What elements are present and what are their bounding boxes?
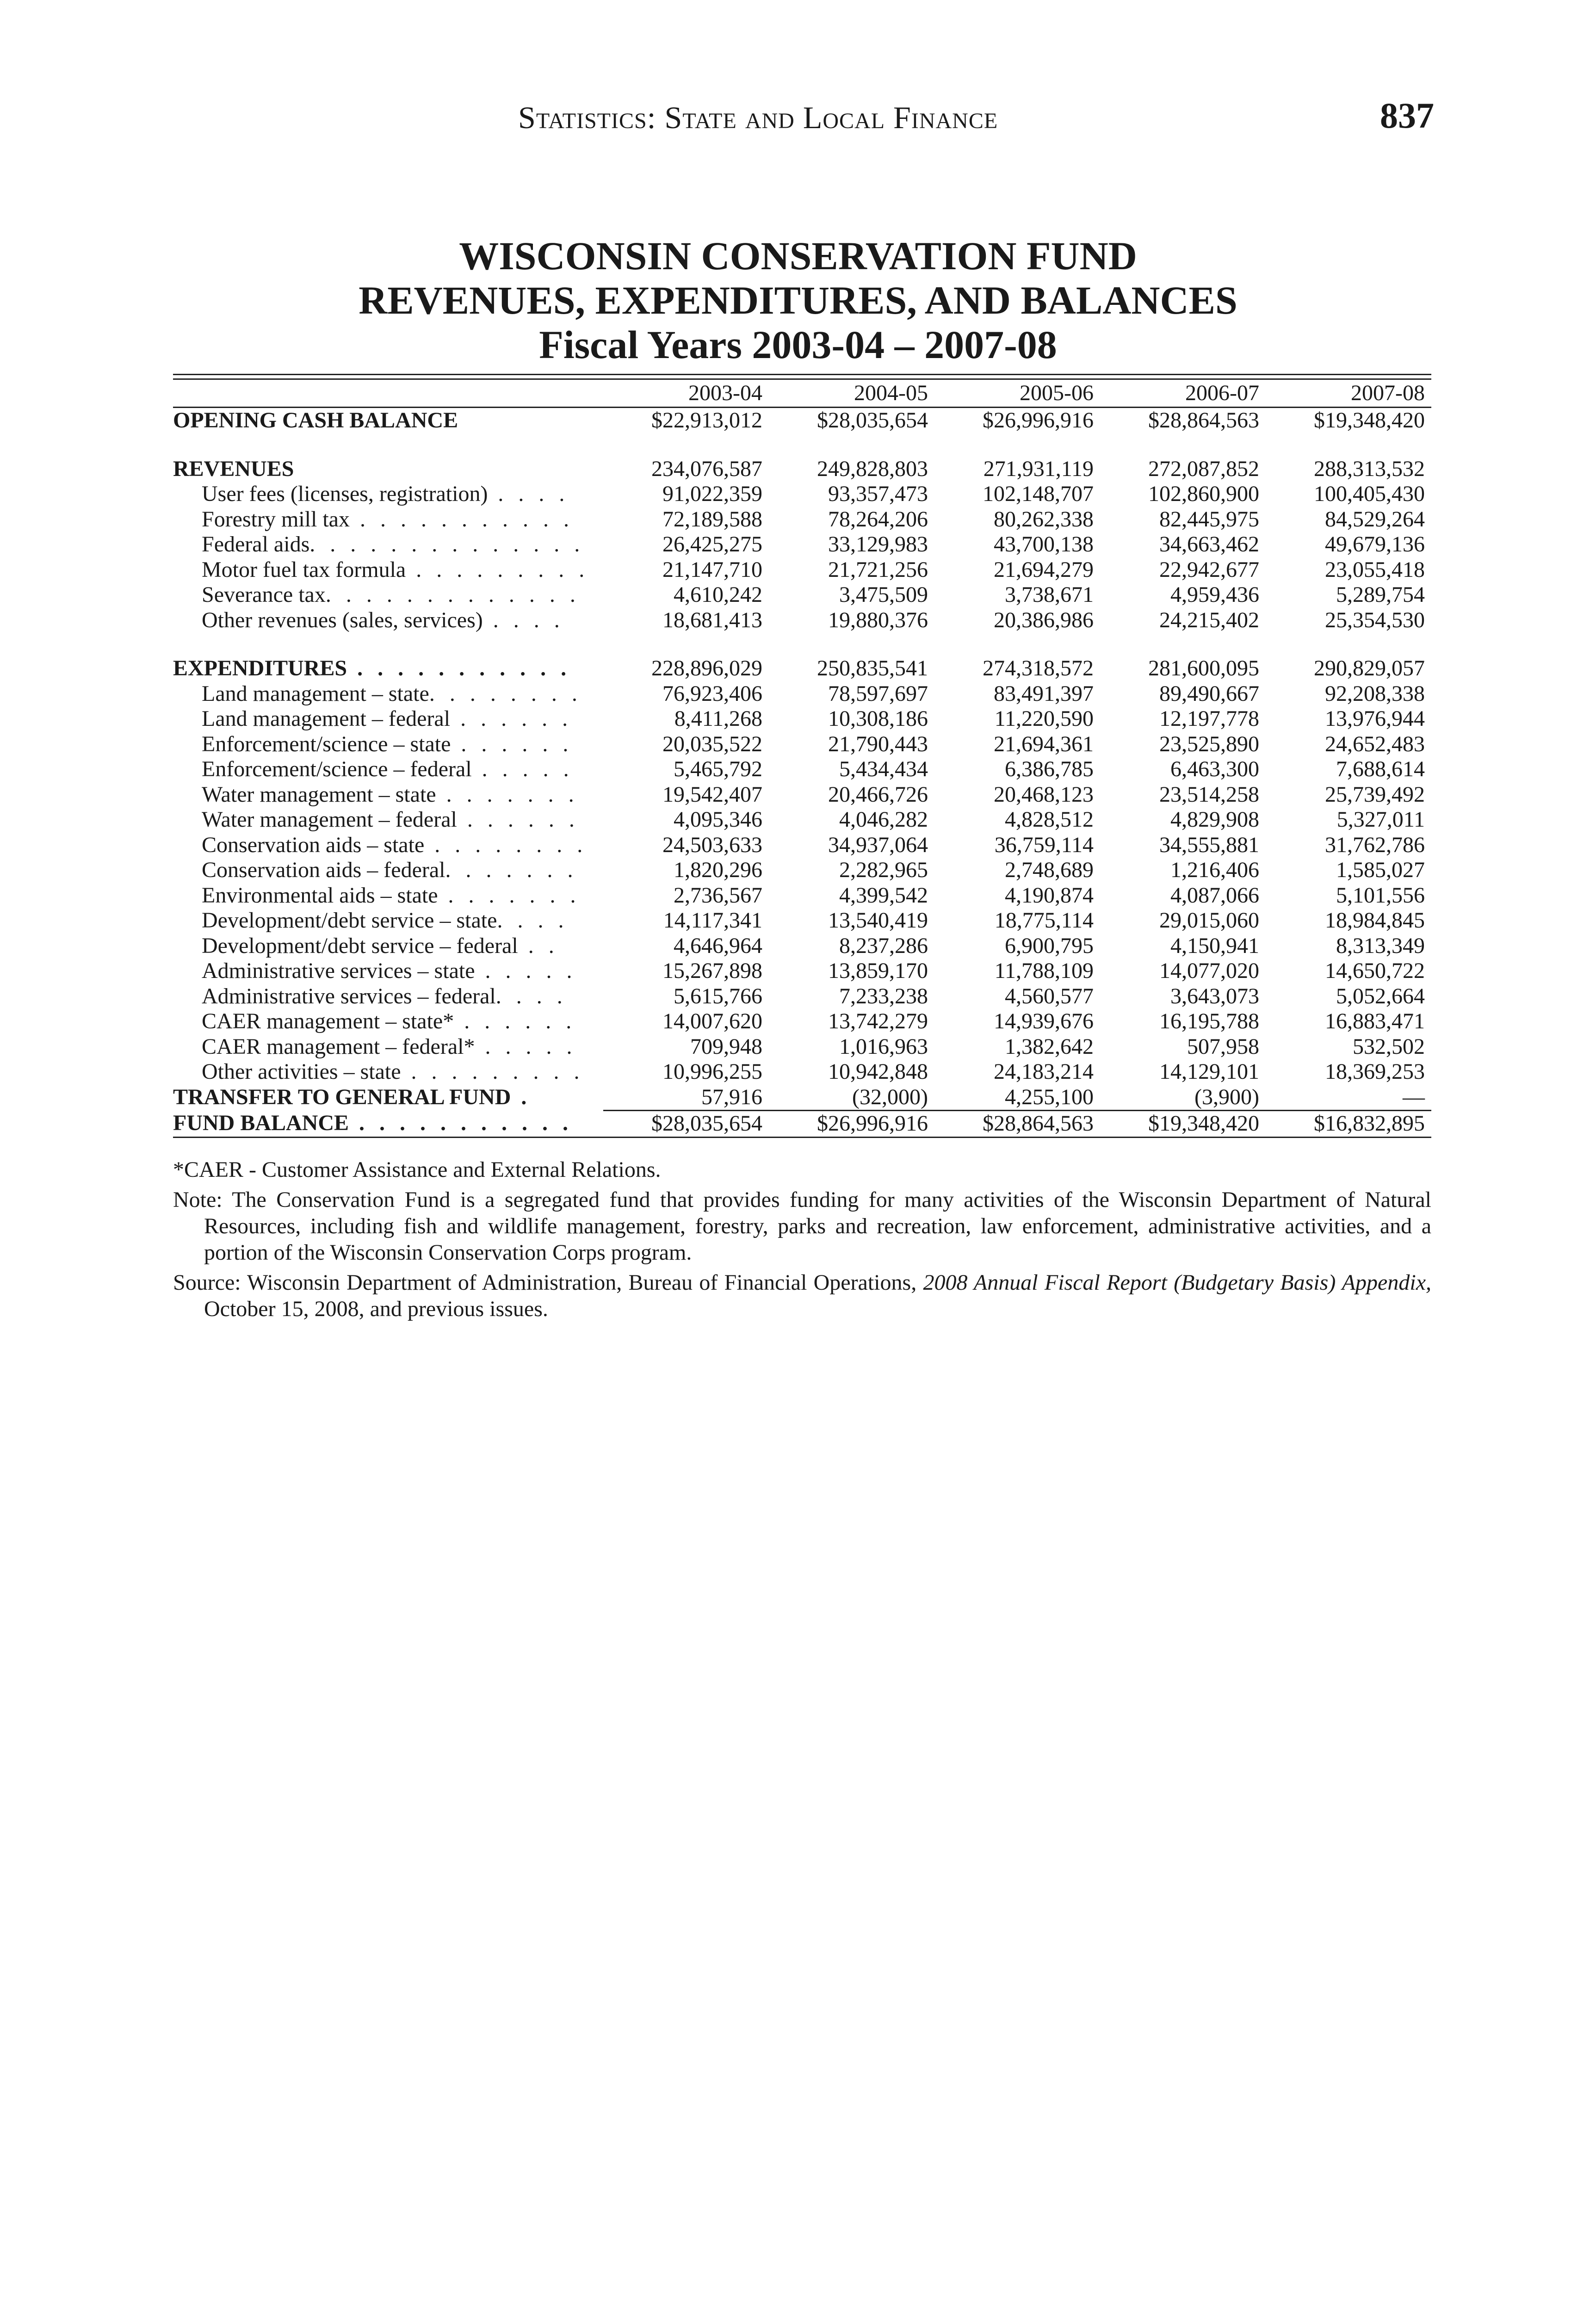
table-cell: 24,652,483 — [1325, 731, 1425, 756]
table-cell: 7,688,614 — [1336, 757, 1425, 781]
spacer-row — [173, 633, 1431, 656]
source-prefix: Source: Wisconsin Department of Administration, Bureau of Financial Operations, — [173, 1270, 923, 1295]
row-label-text: Administrative services – state — [202, 959, 475, 983]
transfer-row — [173, 1085, 1431, 1111]
dot-leader: . . . . . — [475, 959, 577, 983]
row-label — [173, 1009, 603, 1034]
table-cell: 83,491,397 — [994, 681, 1094, 706]
table-cell: 1,382,642 — [1005, 1034, 1094, 1059]
column-header: 2003-04 — [603, 380, 769, 408]
title-line-2: REVENUES, EXPENDITURES, AND BALANCES — [359, 278, 1237, 322]
table-cell: 4,399,542 — [839, 883, 928, 908]
table-cell: 16,883,471 — [1325, 1009, 1425, 1033]
table-cell: 4,150,941 — [1170, 933, 1259, 958]
row-label — [173, 883, 603, 909]
table-cell: 5,465,792 — [674, 757, 762, 781]
dot-leader: . . . . . . . . — [429, 681, 582, 706]
table-cell: 10,942,848 — [828, 1059, 928, 1084]
row-label — [173, 681, 603, 707]
table-row — [173, 706, 1431, 732]
row-label-text: Environmental aids – state — [202, 883, 438, 908]
table-row — [173, 807, 1431, 833]
table-cell: 4,255,100 — [934, 1085, 1100, 1111]
row-label-text: Other activities – state — [202, 1059, 401, 1084]
table-cell: $16,832,895 — [1266, 1111, 1431, 1138]
table-cell: 507,958 — [1187, 1034, 1259, 1059]
table-cell: 1,216,406 — [1170, 858, 1259, 882]
table-cell: 13,859,170 — [828, 959, 928, 983]
table-cell: 2,748,689 — [1005, 858, 1094, 882]
table-row — [173, 959, 1431, 984]
table-cell: 92,208,338 — [1325, 681, 1425, 706]
dot-leader: . . . . . . — [457, 807, 579, 832]
table-cell: 80,262,338 — [994, 507, 1094, 532]
table-cell: 13,742,279 — [828, 1009, 928, 1033]
dot-leader: . . . . — [497, 908, 569, 933]
table-cell: 76,923,406 — [662, 681, 762, 706]
table-cell: 11,220,590 — [994, 706, 1094, 731]
row-label — [173, 482, 603, 507]
table-cell: 4,190,874 — [1005, 883, 1094, 908]
table-cell: 4,828,512 — [1005, 807, 1094, 832]
table-row — [173, 858, 1431, 883]
table-cell: 20,386,986 — [994, 607, 1094, 632]
row-label-text: Severance tax — [202, 582, 326, 607]
table-cell: 18,775,114 — [994, 908, 1094, 933]
table-cell: 33,129,983 — [828, 532, 928, 557]
table-cell: 1,016,963 — [839, 1034, 928, 1059]
dot-leader: . . . . . . . . . — [401, 1059, 584, 1084]
table-row — [173, 833, 1431, 858]
dot-leader: . . . . . . — [450, 706, 573, 731]
table-cell: 23,055,418 — [1325, 557, 1425, 582]
table-cell: 18,984,845 — [1325, 908, 1425, 933]
row-label — [173, 706, 603, 732]
table-cell: 4,087,066 — [1170, 883, 1259, 908]
table-cell: 5,101,556 — [1336, 883, 1425, 908]
table-cell: 34,663,462 — [1159, 532, 1259, 557]
table-cell: 14,939,676 — [994, 1009, 1094, 1033]
table-cell: (32,000) — [769, 1085, 934, 1111]
table-cell: 4,046,282 — [839, 807, 928, 832]
row-label — [173, 557, 603, 583]
table-cell: 78,264,206 — [828, 507, 928, 532]
table-cell: 709,948 — [690, 1034, 762, 1059]
table-cell: 271,931,119 — [983, 456, 1094, 481]
column-header-row — [173, 380, 1431, 408]
row-label-text: Water management – state — [202, 782, 436, 807]
table-cell: 272,087,852 — [1148, 456, 1259, 481]
table-cell: $19,348,420 — [1100, 1111, 1266, 1138]
table-row — [173, 782, 1431, 808]
dot-leader: . . . . — [495, 983, 567, 1008]
table-row — [173, 507, 1431, 532]
note-paragraph: Note: The Conservation Fund is a segregated fund that provides funding for many activities of the Wisconsin Department of Natural Resources, including fish and wildlife management, forestry, parks and recreation, law enforcement, administrative activities, and a portion of the Wisconsin Conservation Corps program. — [173, 1187, 1431, 1265]
table-cell: 25,354,530 — [1325, 607, 1425, 632]
table-cell: 18,681,413 — [662, 607, 762, 632]
row-label — [173, 934, 603, 959]
row-label — [173, 807, 603, 833]
running-head — [0, 95, 1596, 136]
row-label — [173, 908, 603, 934]
table-cell: $28,035,654 — [817, 408, 928, 433]
table-cell: 34,555,881 — [1159, 832, 1259, 857]
opening-balance-row — [173, 408, 1431, 433]
dot-leader: . . . . . — [475, 1034, 577, 1059]
table-cell: 5,434,434 — [839, 757, 928, 781]
table-row — [173, 681, 1431, 707]
table-cell: 31,762,786 — [1325, 832, 1425, 857]
table-cell: — — [1266, 1085, 1431, 1111]
table-cell: 16,195,788 — [1159, 1009, 1259, 1033]
table-cell: 100,405,430 — [1314, 482, 1425, 506]
table-cell: 18,369,253 — [1325, 1059, 1425, 1084]
row-label-text: User fees (licenses, registration) — [202, 482, 488, 506]
table-cell: 4,095,346 — [674, 807, 762, 832]
table-cell: 29,015,060 — [1159, 908, 1259, 933]
table-cell: $22,913,012 — [651, 408, 762, 433]
table-row — [173, 1034, 1431, 1060]
dot-leader: . . . . . . — [451, 731, 573, 756]
revenues-total-row — [173, 457, 1431, 482]
table-cell: 1,820,296 — [674, 858, 762, 882]
table-cell: 13,976,944 — [1325, 706, 1425, 731]
table-cell: 8,313,349 — [1336, 933, 1425, 958]
table-cell: 4,829,908 — [1170, 807, 1259, 832]
table-row — [173, 557, 1431, 583]
table-cell: 8,237,286 — [839, 933, 928, 958]
table-cell: 36,759,114 — [994, 832, 1094, 857]
table-cell: 4,610,242 — [674, 582, 762, 607]
revenue-rows — [173, 482, 1431, 633]
table-cell: 249,828,803 — [817, 456, 928, 481]
row-label-text: Motor fuel tax formula — [202, 557, 406, 582]
row-label — [173, 1085, 603, 1111]
source-title: 2008 Annual Fiscal Report (Budgetary Basis) Appendix, — [923, 1270, 1431, 1295]
table-cell: 5,327,011 — [1336, 807, 1425, 832]
table-cell: 102,860,900 — [1148, 482, 1259, 506]
table-cell: 78,597,697 — [828, 681, 928, 706]
table-cell: 34,937,064 — [828, 832, 928, 857]
dot-leader: . . — [518, 933, 559, 958]
title-line-1: WISCONSIN CONSERVATION FUND — [459, 234, 1137, 278]
fund-balance-row — [173, 1111, 1431, 1138]
table-cell: 23,525,890 — [1159, 731, 1259, 756]
table-cell: $19,348,420 — [1314, 408, 1425, 433]
table-cell: 5,289,754 — [1336, 582, 1425, 607]
row-label-text: EXPENDITURES — [173, 656, 347, 680]
table-cell: 290,829,057 — [1314, 656, 1425, 680]
table-cell: 6,386,785 — [1005, 757, 1094, 781]
row-label — [173, 532, 603, 557]
row-label — [173, 782, 603, 808]
row-label-text: Conservation aids – state — [202, 832, 425, 857]
dot-leader: . . . . . . . — [438, 883, 581, 908]
row-label-text: Land management – federal — [202, 706, 451, 731]
row-label-text: Other revenues (sales, services) — [202, 607, 483, 632]
table-cell: 21,147,710 — [662, 557, 762, 582]
table-cell: 24,215,402 — [1159, 607, 1259, 632]
table-cell: 13,540,419 — [828, 908, 928, 933]
table-cell: 281,600,095 — [1148, 656, 1259, 680]
dot-leader: . . . . — [488, 482, 569, 506]
table-row — [173, 482, 1431, 507]
table-cell: 7,233,238 — [839, 983, 928, 1008]
table-cell: 15,267,898 — [662, 959, 762, 983]
table-cell: 14,007,620 — [662, 1009, 762, 1033]
table-cell: 4,560,577 — [1005, 983, 1094, 1008]
table-cell: 49,679,136 — [1325, 532, 1425, 557]
table-cell: 102,148,707 — [983, 482, 1094, 506]
row-label — [173, 959, 603, 984]
table-cell: 84,529,264 — [1325, 507, 1425, 532]
table-cell: 10,308,186 — [828, 706, 928, 731]
table-cell: 19,542,407 — [662, 782, 762, 807]
dot-leader: . . . . . . . . — [424, 832, 588, 857]
page-number: 837 — [1380, 95, 1434, 136]
table-cell: 93,357,473 — [828, 482, 928, 506]
table-cell: 10,996,255 — [662, 1059, 762, 1084]
row-label-text: Land management – state — [202, 681, 429, 706]
dot-leader: . — [511, 1085, 532, 1110]
table-cell: $26,996,916 — [769, 1111, 934, 1138]
table-cell: 82,445,975 — [1159, 507, 1259, 532]
table-row — [173, 582, 1431, 608]
table-cell: 11,788,109 — [994, 959, 1094, 983]
table-cell: 14,650,722 — [1325, 959, 1425, 983]
table-cell: 14,117,341 — [663, 908, 762, 933]
fund-table — [173, 380, 1431, 1138]
row-label — [173, 833, 603, 858]
column-header: 2006-07 — [1100, 380, 1266, 408]
table-cell: 43,700,138 — [994, 532, 1094, 557]
row-label — [173, 582, 603, 608]
table-row — [173, 984, 1431, 1009]
table-cell: 274,318,572 — [983, 656, 1094, 680]
row-label — [173, 984, 603, 1009]
table-cell: $28,864,563 — [934, 1111, 1100, 1138]
table-cell: 22,942,677 — [1159, 557, 1259, 582]
row-label — [173, 1034, 603, 1060]
table-cell: 5,052,664 — [1336, 983, 1425, 1008]
source-suffix: October 15, 2008, and previous issues. — [204, 1297, 548, 1321]
row-label — [173, 757, 603, 782]
table-top-rule — [173, 374, 1431, 380]
row-label-text: Development/debt service – federal — [202, 933, 518, 958]
table-cell: 21,694,361 — [994, 731, 1094, 756]
table-cell: 89,490,667 — [1159, 681, 1259, 706]
table-row — [173, 732, 1431, 757]
row-label-text: Administrative services – federal — [202, 983, 496, 1008]
table-cell: 91,022,359 — [662, 482, 762, 506]
row-label-text: TRANSFER TO GENERAL FUND — [173, 1085, 511, 1110]
table-row — [173, 934, 1431, 959]
table-cell: 14,077,020 — [1159, 959, 1259, 983]
table-cell: 2,736,567 — [674, 883, 762, 908]
column-header: 2007-08 — [1266, 380, 1431, 408]
row-label — [173, 656, 603, 681]
table-row — [173, 757, 1431, 782]
table-cell: 4,959,436 — [1170, 582, 1259, 607]
table-cell: 3,475,509 — [839, 582, 928, 607]
table-cell: 25,739,492 — [1325, 782, 1425, 807]
dot-leader: . . . . . . . . . . . — [349, 507, 574, 532]
table-cell: 250,835,541 — [817, 656, 928, 680]
row-label — [173, 1059, 603, 1085]
dot-leader: . . . . . — [471, 757, 574, 781]
table-row — [173, 1059, 1431, 1085]
row-label: REVENUES — [173, 456, 294, 481]
expenditures-total-row — [173, 656, 1431, 681]
table-notes — [173, 1156, 1431, 1326]
table-cell: 234,076,587 — [651, 456, 762, 481]
row-label — [173, 858, 603, 883]
row-label-text: Conservation aids – federal — [202, 858, 445, 882]
table-cell: 57,916 — [603, 1085, 769, 1111]
table-cell: 6,463,300 — [1170, 757, 1259, 781]
table-cell: 3,643,073 — [1170, 983, 1259, 1008]
source-paragraph — [173, 1269, 1431, 1322]
row-label-text: Development/debt service – state — [202, 908, 497, 933]
table-cell: 72,189,588 — [662, 507, 762, 532]
row-label-text: CAER management – federal* — [202, 1034, 475, 1059]
table-cell: 12,197,778 — [1159, 706, 1259, 731]
row-label — [173, 608, 603, 633]
table-cell: 5,615,766 — [674, 983, 762, 1008]
row-label-text: Forestry mill tax — [202, 507, 350, 532]
table-row — [173, 1009, 1431, 1034]
table-cell: 532,502 — [1353, 1034, 1425, 1059]
column-header-blank — [173, 380, 603, 408]
table-cell: 2,282,965 — [839, 858, 928, 882]
dot-leader: . . . . . . . . . — [406, 557, 589, 582]
dot-leader: . . . . . . . . . . . . . . — [309, 532, 585, 557]
row-label — [173, 507, 603, 532]
row-label-text: Enforcement/science – state — [202, 731, 451, 756]
row-label: OPENING CASH BALANCE — [173, 408, 458, 433]
running-title: Statistics: State and Local Finance — [518, 100, 998, 135]
table-cell: 20,466,726 — [828, 782, 928, 807]
row-label-text: CAER management – state* — [202, 1009, 454, 1033]
table-cell: 20,468,123 — [994, 782, 1094, 807]
row-label-text: FUND BALANCE — [173, 1111, 349, 1136]
row-label-text: Federal aids — [202, 532, 310, 557]
table-cell: 228,896,029 — [651, 656, 762, 680]
table-row — [173, 883, 1431, 909]
row-label-text: Water management – federal — [202, 807, 457, 832]
table-cell: (3,900) — [1100, 1085, 1266, 1111]
table-cell: 21,790,443 — [828, 731, 928, 756]
dot-leader: . . . . . . . — [436, 782, 579, 807]
table-cell: 23,514,258 — [1159, 782, 1259, 807]
table-cell: 26,425,275 — [662, 532, 762, 557]
table-cell: 14,129,101 — [1159, 1059, 1259, 1084]
table-row — [173, 908, 1431, 934]
row-label — [173, 732, 603, 757]
table-cell: 6,900,795 — [1005, 933, 1094, 958]
dot-leader: . . . . . . . . . . . — [347, 656, 571, 680]
table-cell: $28,035,654 — [603, 1111, 769, 1138]
table-cell: 21,721,256 — [828, 557, 928, 582]
table-cell: $28,864,563 — [1148, 408, 1259, 433]
fund-table-container — [173, 374, 1431, 1138]
table-cell: 1,585,027 — [1336, 858, 1425, 882]
row-label — [173, 1111, 603, 1138]
table-cell: 21,694,279 — [994, 557, 1094, 582]
table-cell: 8,411,268 — [674, 706, 762, 731]
caer-footnote: *CAER - Customer Assistance and External Relations. — [173, 1157, 661, 1182]
table-row — [173, 532, 1431, 557]
column-header: 2005-06 — [934, 380, 1100, 408]
column-header: 2004-05 — [769, 380, 934, 408]
table-cell: 288,313,532 — [1314, 456, 1425, 481]
table-cell: 3,738,671 — [1005, 582, 1094, 607]
table-cell: 24,503,633 — [662, 832, 762, 857]
table-cell: 4,646,964 — [674, 933, 762, 958]
table-cell: 24,183,214 — [994, 1059, 1094, 1084]
title-line-3: Fiscal Years 2003-04 – 2007-08 — [539, 322, 1057, 367]
table-title — [0, 234, 1596, 367]
table-cell: 19,880,376 — [828, 607, 928, 632]
dot-leader: . . . . . . . . . . . — [349, 1111, 573, 1136]
spacer-row — [173, 433, 1431, 457]
expenditure-rows — [173, 681, 1431, 1085]
table-cell: $26,996,916 — [983, 408, 1094, 433]
dot-leader: . . . . . . . . . . . . . — [325, 582, 580, 607]
dot-leader: . . . . . . . — [445, 858, 578, 882]
table-cell: 20,035,522 — [662, 731, 762, 756]
row-label-text: Enforcement/science – federal — [202, 757, 472, 781]
dot-leader: . . . . — [483, 607, 564, 632]
table-row — [173, 608, 1431, 633]
dot-leader: . . . . . . — [454, 1009, 576, 1033]
